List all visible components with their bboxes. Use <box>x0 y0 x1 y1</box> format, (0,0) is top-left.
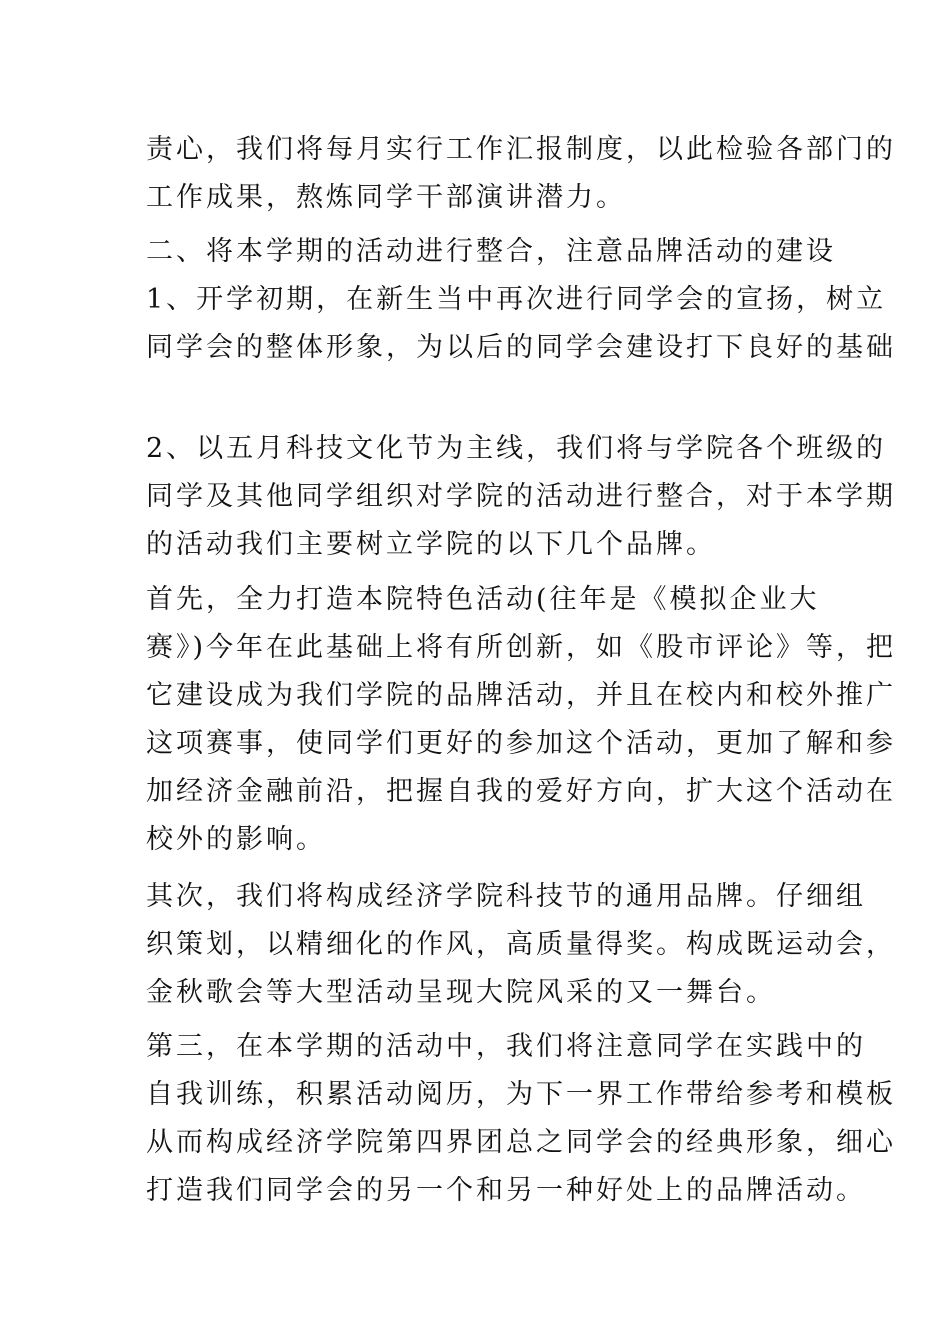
text-line: 织策划，以精细化的作风，高质量得奖。构成既运动会， <box>146 929 896 960</box>
text-line: 从而构成经济学院第四界团总之同学会的经典形象，细心 <box>146 1127 896 1158</box>
text-line: 加经济金融前沿，把握自我的爱好方向，扩大这个活动在 <box>146 776 896 807</box>
text-line: 自我训练，积累活动阅历，为下一界工作带给参考和模板 <box>146 1079 896 1110</box>
text-line: 其次，我们将构成经济学院科技节的通用品牌。仔细组 <box>146 881 866 912</box>
text-line: 责心，我们将每月实行工作汇报制度，以此检验各部门的 <box>146 134 896 165</box>
section-heading-two <box>146 228 836 276</box>
text-line: 打造我们同学会的另一个和另一种好处上的品牌活动。 <box>146 1175 866 1206</box>
text-line: 同学会的整体形象，为以后的同学会建设打下良好的基础 <box>146 332 896 363</box>
text-line: 首先，全力打造本院特色活动(往年是《模拟企业大 <box>146 584 820 615</box>
text-line: 赛》)今年在此基础上将有所创新，如《股市评论》等，把 <box>146 632 897 663</box>
paragraph-second <box>146 873 896 1017</box>
text-line: 工作成果，熬炼同学干部演讲潜力。 <box>146 182 626 213</box>
text-line: 的活动我们主要树立学院的以下几个品牌。 <box>146 529 716 560</box>
paragraph-third <box>146 1023 896 1215</box>
text-line: 校外的影响。 <box>146 824 326 855</box>
text-line: 同学及其他同学组织对学院的活动进行整合，对于本学期 <box>146 481 896 512</box>
text-line: 2、以五月科技文化节为主线，我们将与学院各个班级的 <box>146 433 887 464</box>
text-line: 1、开学初期，在新生当中再次进行同学会的宣扬，树立 <box>146 284 887 315</box>
paragraph-reporting-system <box>146 126 896 222</box>
paragraph-item-two <box>146 425 896 569</box>
text-line: 金秋歌会等大型活动呈现大院风采的又一舞台。 <box>146 977 776 1008</box>
paragraph-item-one <box>146 276 896 372</box>
text-line: 二、将本学期的活动进行整合，注意品牌活动的建设 <box>146 236 836 267</box>
text-line: 这项赛事，使同学们更好的参加这个活动，更加了解和参 <box>146 728 896 759</box>
text-line: 第三，在本学期的活动中，我们将注意同学在实践中的 <box>146 1031 866 1062</box>
paragraph-first <box>146 576 897 864</box>
text-line: 它建设成为我们学院的品牌活动，并且在校内和校外推广 <box>146 680 896 711</box>
